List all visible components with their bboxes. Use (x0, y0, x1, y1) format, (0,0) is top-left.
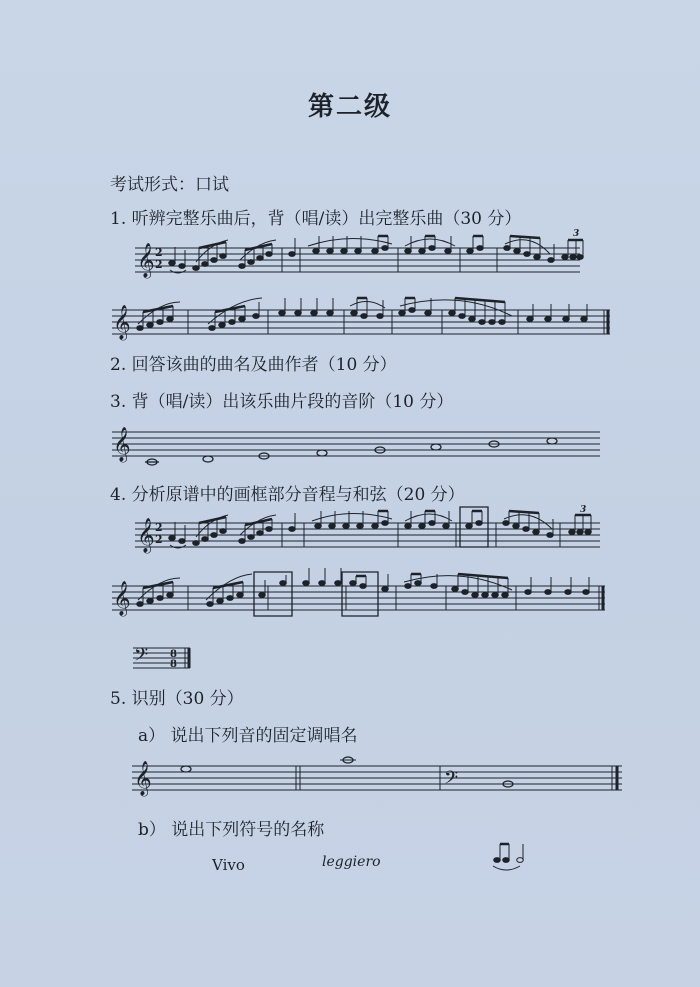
svg-text:3: 3 (580, 505, 587, 515)
question-5: 5. 识别（30 分） (110, 689, 244, 709)
question-1: 1. 听辨完整乐曲后，背（唱/读）出完整乐曲（30 分） (110, 209, 522, 229)
svg-text:2: 2 (155, 521, 163, 534)
time-signature-bottom: 2 (155, 258, 163, 271)
bass-clef-icon: 𝄢 (444, 768, 459, 793)
staff-q4-line-2 (112, 568, 605, 617)
treble-clef-icon: 𝄞 (134, 761, 152, 796)
treble-clef-icon: 𝄞 (113, 581, 131, 616)
staff-q4-line-1 (135, 505, 600, 554)
staff-bass-chord (133, 645, 190, 670)
style-term-leggiero: leggiero (322, 854, 381, 870)
bass-clef-icon: 𝄢 (134, 645, 149, 670)
tempo-term-vivo: Vivo (212, 856, 245, 874)
question-4: 4. 分析原谱中的画框部分音程与和弦（20 分） (110, 485, 465, 505)
staff-q1-line-1 (135, 229, 583, 279)
svg-text:2: 2 (155, 533, 163, 546)
time-signature-top: 2 (155, 246, 163, 259)
analysis-frame-box (342, 572, 378, 616)
svg-text:8: 8 (170, 649, 177, 660)
question-3: 3. 背（唱/读）出该乐曲片段的音阶（10 分） (110, 392, 454, 412)
question-5a: a） 说出下列音的固定调唱名 (138, 726, 358, 746)
exam-form-label: 考试形式：口试 (110, 175, 229, 195)
treble-clef-icon: 𝄞 (137, 243, 155, 278)
page-title: 第二级 (307, 92, 392, 122)
treble-clef-icon: 𝄞 (113, 305, 131, 340)
staff-q3-scale (112, 427, 600, 465)
staff-q1-line-2 (112, 298, 610, 341)
treble-clef-icon: 𝄞 (113, 427, 131, 462)
question-2: 2. 回答该曲的曲名及曲作者（10 分） (110, 355, 397, 375)
svg-text:8: 8 (170, 659, 177, 670)
note-symbol-icon (493, 844, 523, 870)
triplet-mark: 3 (573, 229, 580, 239)
staff-q5a (132, 757, 622, 797)
question-5b: b） 说出下列符号的名称 (138, 820, 325, 840)
treble-clef-icon: 𝄞 (137, 518, 155, 553)
